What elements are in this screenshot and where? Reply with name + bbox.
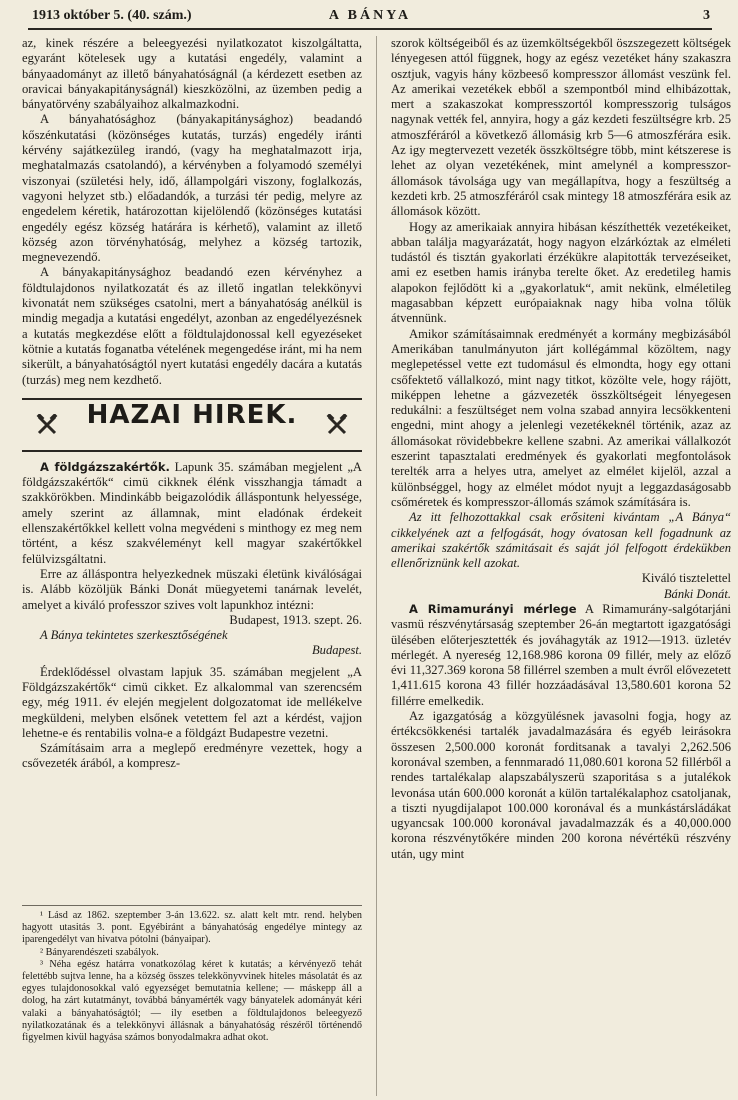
- letter-dateline: Budapest, 1913. szept. 26.: [229, 612, 362, 627]
- letter-address: A Bánya tekintetes szerkesztőségének: [40, 628, 228, 643]
- article-lead: A földgázszakértők.: [40, 459, 170, 474]
- paragraph: Hogy az amerikaiak annyira hibásan készíthették vezetékeiket, abban találja magyarázatát, hogy nagyon elzárkóztak az elméleti tudástól és tisztán gyakorlati érzékükre alapitották tervezéseiket, ami ez esetben hamis irányba terelte őket. Az eredetileg hamis alapokon fejlődött ki a „gyakorlatuk“, amit nekünk, elméletileg magasabban képzett európaiaknak nagy hiba volna tőlük átvennünk.: [391, 219, 731, 326]
- paragraph: Érdeklődéssel olvastam lapjuk 35. számában megjelent „A Földgázszakértők“ cimü cikket. Ez alkalommal van szerencsém egy, még 1911. év elején megjelent dolgozatomat ide mellékelve megküldeni, melyben elsőnek vetettem fel azt a kérdést, vajjon lehetne-e és rentabilis volna-e a földgázt Budapestre vezetni.: [22, 664, 362, 740]
- left-column: [22, 36, 362, 772]
- footnotes: [22, 905, 362, 1044]
- paragraph: A bányahatósághoz (bányakapitánysághoz) beadandó kőszénkutatási (közönséges kutatás, turzás) engedély iránti kérvény sajátkezüleg irandó, (vagy ha meghatalmazott irja, meghatalmazás csatolandó), a kérvényben a folyamodó személyi viszonyai (születési hely, idő, állampolgári viszony, foglalkozás, vagyoni helyzet stb.) előadandók, a turzási tér pedig, melyre az engedelem kéretik, határozottan kijelölendő (közönséges kutatási engedély egész község határára is kérhető), valamint az illető község azon törvényhatóság, melyhez a község tartozik, megnevezendő.: [22, 112, 362, 265]
- letter-signature: Bánki Donát.: [663, 586, 731, 601]
- footnote: ¹ Lásd az 1862. szeptember 3-án 13.622. sz. alatt kelt mtr. rend. helyben hagyott utasitás 3. pont. Egyébiránt a bányahatóság engedélye mintegy az iparengedélyt van hivatva pótolni (bányaipar).: [22, 910, 362, 946]
- paragraph: Erre az álláspontra helyezkednek müszaki életünk kiválóságai is. Alább közöljük Bánki Donát müegyetemi tanárnak levelét, amelyet a kiváló professzor szives volt lapunkhoz intézni:: [22, 566, 362, 612]
- issue-date: 1913 október 5. (40. szám.): [32, 8, 192, 23]
- masthead-title: A BÁNYA: [328, 8, 412, 23]
- page-number: 3: [703, 8, 710, 23]
- article-lead: A Rimamurányi mérlege: [409, 601, 577, 616]
- paragraph: Amikor számításaimnak eredményét a kormány megbizásából Amerikában tanulmányuton járt kollégámmal közöltem, nagy meglepetéssel vette ezt tudomásul és elmondta, hogy egy ottani csőfektető vállalkozó, mint nagy titkot, közölte vele, hogy rájött, miképpen lehetne a gázvezeték összköltségeit lényegesen redukálni: a feszültséget nem volna szabad annyira lecsökkenteni engedni, mint ahogy a jelenlegi vezetékeknél történik, azaz az állomásokat rövidebbekre kellene szabni. Az amerikai vállalkozót eszerint tapasztalati eredmények és gyakorlati megfontolások terelték arra a helyes utra, amelyet az elmélet kijelöl, azzal a különbséggel, hogy az elmélet módot nyujt a leggazdaságosabb csőméretek és kompresszor-állomás számok számítására is.: [391, 326, 731, 509]
- paragraph: Az igazgatóság a közgyülésnek javasolni fogja, hogy az értékcsökkenési tartalék javadalmazására és egyéb leirásokra összesen 2,500.000 koronát forditsanak a tavalyi 2,262.506 koronával szemben, a fennmaradó 11,080.601 korona 52 fillérből a rendes tartalékalap alapszabályszerü szaporitása s a jutalékok levonása után 600.000 koronát a külön tartalékalaphoz csatoljanak, a tiszti nyugdijalapot 100.000 koronával és a munkástársládákat ugyancsak 100.000 koronával javadalmazzák és a 40,000.000 korona részvénytőkére minden 200 korona névértékü részvény után, ugy mint: [391, 709, 731, 861]
- hammer-and-pick-icon: [326, 414, 348, 436]
- letter-address-city: Budapest.: [311, 643, 362, 658]
- footnote: ² Bányarendészeti szabályok.: [40, 946, 159, 958]
- column-divider: [376, 36, 377, 1096]
- paragraph: szorok költségeiből és az üzemköltségekből öszszegezett költségek lényegesen attól függnek, hogy az egész vezetéket hány szakaszra osztjuk, vagyis hány közbeeső kompresszor állomást veszünk fel. Az amerikai vezetékek ebből a szempontból mind elhibázottak, mert a szakaszokat kompresszortól kompresszorig tulságos nagynak vették fel, annyira, hogy a gáz kezdeti feszültségre krb. 25 atmoszféráról a következő állomásig krb 5—6 atmoszférára esik. Az igy megtervezett vezeték összköltségre több, mint kétszerese is lehet az olyan vezetékének, mint amelynél a kompresszor-állomások távolsága ugy van megállapítva, hogy a feszültség a kezdeti krb. 25 atmoszféráról csak mintegy 18 atmoszférára esik az állomások között.: [391, 36, 731, 219]
- article-paragraph: A földgázszakértők. Lapunk 35. számában megjelent „A földgázszakértők“ cimü cikknek élénk visszhangja támadt a szakkörökben. Mindinkább beigazolódik álláspontunk helyessége, amely szerint az államnak, mint eladónak érdekeit ellenszakértőkkel kellett volna megvédeni s minthogy ez meg nem történt, a kész szakvéleményt kell magyar szakértőkkel felülvizsgáltatni.: [22, 459, 362, 566]
- section-header: [22, 398, 362, 452]
- paragraph: az, kinek részére a beleegyezési nyilatkozatot kiszolgáltatta, egyaránt kötelesek ugy a kutatási engedély, valamint a bányaadományt az illető bányahatóságnál (a kérdezett esetben az oravicai bányakapitányságnál) kieszközölni, az üzemben pedig a bányatörvény szabályaihoz alkalmazkodni.: [22, 36, 362, 112]
- page-header: [28, 6, 712, 30]
- footnote: ³ Néha egész határra vonatkozólag kéret k kutatás; a kérvényező tehát felettébb sujtva lenne, ha a község összes telekkönyvvinek hiteles másolatát és az egyes tulajdonosokkal való egyezséget bemutatnia kellene; — máskepp áll a dolog, ha zárt kutatmányt, továbbá bányamérték vagy bányatelek adományát kéri valaki a bányahatóságtól; — ily esetben a földtulajdonos beleegyező nyilatkozatának és a telekkönyvi állásnak a bányahatóság részéről történendő figyelmen kivül hagyása számos bonyodalmakra adhat okot.: [22, 958, 362, 1044]
- right-column: [391, 36, 731, 862]
- paragraph: A bányakapitánysághoz beadandó ezen kérvényhez a földtulajdonos nyilatkozatát és az illető ingatlan telekkönyvi kivonatát nem szükséges csatolni, mert a bányahatóság anélkül is mindig megadja a kutatási engedélyt, azonban az engedélyezésnek a kutatás megkezdése előtt a földtulajdonossal kell egyezéseket kötnie a kutatás foganatba vételének megengedése iránt, mi ha nem sikerült, a bányahatóságtól nyert kutatási engedély dacára a kutatás (turzás) meg nem kezdhető.: [22, 265, 362, 387]
- letter-closing: Kiváló tisztelettel: [641, 571, 731, 586]
- paragraph: Az itt felhozottakkal csak erősiteni kivántam „A Bánya“ cikkelyének azt a felfogását, hogy óvatosan kell fogadnunk az amerikai szakértők számitásait és saját jól felfogott érdekükben ellenőriznünk kell azokat.: [391, 510, 731, 571]
- section-title: HAZAI HIREK.: [86, 399, 298, 430]
- article-paragraph: A Rimamurányi mérlege A Rimamurány-salgótarjáni vasmü részvénytársaság szeptember 26-án megtartott igazgatósági ülésében előterjesztették és jováhagyták az 1912—1913. üzletév mérlegét. A nyereség 12,168.986 korona 09 fillér, mely az előző évi 11,327.369 korona 58 fillérrel szemben a mult évről elővezetett 1,411.615 korona 43 fillér hozzáadásával 13,580.601 korona 52 fillérre emelkedik.: [391, 601, 731, 708]
- paragraph: Számításaim arra a meglepő eredményre vezettek, hogy a csővezeték árából, a kompresz-: [22, 741, 362, 771]
